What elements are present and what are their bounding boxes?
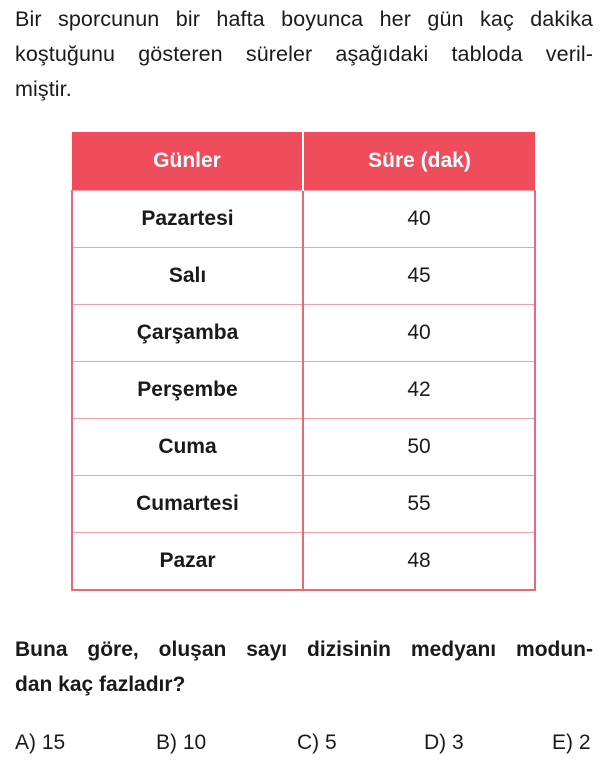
day-cell: Salı <box>72 248 303 305</box>
day-cell: Pazartesi <box>72 191 303 248</box>
minutes-cell: 48 <box>303 533 535 591</box>
table-row <box>72 305 535 362</box>
question-line: dan kaç fazladır? <box>15 673 186 696</box>
header-days: Günler <box>72 132 303 191</box>
minutes-cell: 40 <box>303 191 535 248</box>
table-row <box>72 362 535 419</box>
header-duration: Süre (dak) <box>303 132 535 191</box>
option-d[interactable]: D) 3 <box>424 731 464 754</box>
day-cell: Cuma <box>72 419 303 476</box>
day-cell: Çarşamba <box>72 305 303 362</box>
table-row <box>72 533 535 591</box>
minutes-cell: 55 <box>303 476 535 533</box>
minutes-cell: 40 <box>303 305 535 362</box>
day-cell: Perşembe <box>72 362 303 419</box>
minutes-cell: 42 <box>303 362 535 419</box>
running-times-table <box>71 132 536 591</box>
table-row <box>72 191 535 248</box>
table-header-row <box>72 132 535 191</box>
day-cell: Pazar <box>72 533 303 591</box>
option-c[interactable]: C) 5 <box>297 731 337 754</box>
table-row <box>72 476 535 533</box>
option-a[interactable]: A) 15 <box>15 731 66 754</box>
answer-options <box>15 731 595 763</box>
option-b[interactable]: B) 10 <box>156 731 207 754</box>
intro-line: miştir. <box>15 77 72 101</box>
intro-line: Bir sporcunun bir hafta boyunca her gün kaç dakika <box>15 7 593 31</box>
question-prompt <box>15 632 593 702</box>
option-e[interactable]: E) 2 <box>552 731 591 754</box>
table-row <box>72 248 535 305</box>
minutes-cell: 50 <box>303 419 535 476</box>
table-row <box>72 419 535 476</box>
minutes-cell: 45 <box>303 248 535 305</box>
day-cell: Cumartesi <box>72 476 303 533</box>
intro-line: koştuğunu gösteren süreler aşağıdaki tabloda veril- <box>15 42 593 66</box>
question-intro <box>15 2 593 107</box>
question-line: Buna göre, oluşan sayı dizisinin medyanı modun- <box>15 638 593 661</box>
